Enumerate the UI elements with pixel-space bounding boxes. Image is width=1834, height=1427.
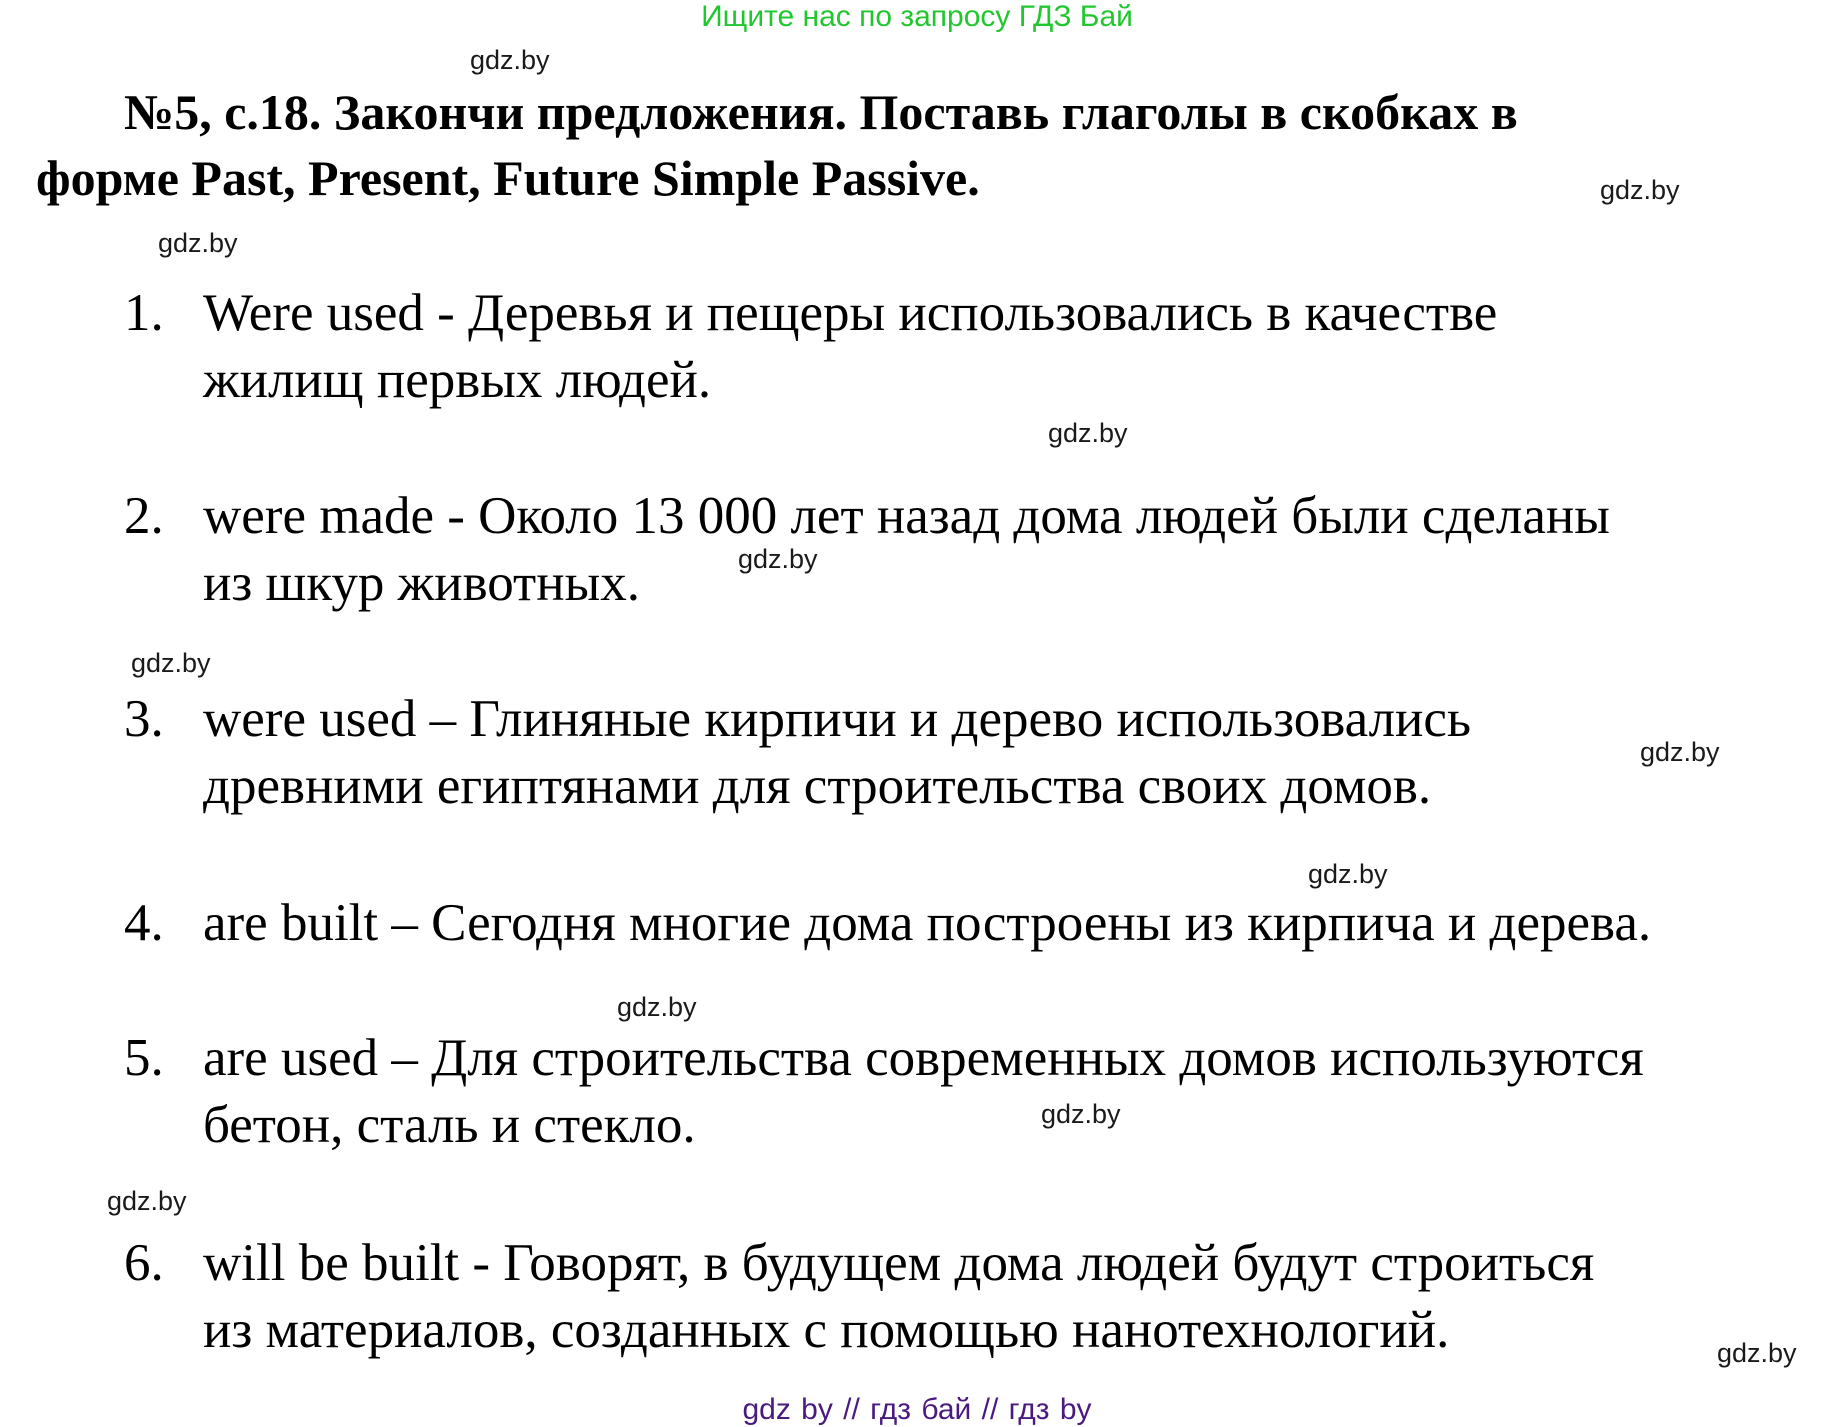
watermark: gdz.by <box>617 992 697 1022</box>
list-item-text: were used – Глиняные кирпичи и дерево использовались <box>203 690 1472 748</box>
list-item-text: Were used - Деревья и пещеры использовались в качестве <box>203 284 1498 342</box>
list-item-number: 4. <box>124 894 164 952</box>
list-item-number: 6. <box>124 1234 164 1292</box>
watermark: gdz.by <box>470 45 550 75</box>
list-item-text: will be built - Говорят, в будущем дома людей будут строиться <box>203 1234 1595 1292</box>
watermark: gdz.by <box>738 544 818 574</box>
watermark: gdz.by <box>1600 175 1680 205</box>
list-item-text: are used – Для строительства современных домов используются <box>203 1029 1644 1087</box>
watermark: gdz.by <box>1308 859 1388 889</box>
watermark: gdz.by <box>1640 737 1720 767</box>
list-item-text: were made - Около 13 000 лет назад дома людей были сделаны <box>203 487 1610 545</box>
watermark: gdz.by <box>1041 1099 1121 1129</box>
watermark: gdz.by <box>131 648 211 678</box>
footer-watermark: gdz by // гдз бай // гдз by <box>742 1393 1092 1426</box>
list-item-number: 3. <box>124 690 164 748</box>
exercise-title-line-1: №5, с.18. Закончи предложения. Поставь глаголы в скобках в <box>124 84 1518 140</box>
watermark: gdz.by <box>158 228 238 258</box>
watermark: gdz.by <box>107 1186 187 1216</box>
list-item-text: жилищ первых людей. <box>203 351 712 409</box>
search-banner: Ищите нас по запросу ГДЗ Бай <box>701 0 1133 33</box>
watermark: gdz.by <box>1717 1338 1797 1368</box>
list-item-text: бетон, сталь и стекло. <box>203 1096 696 1154</box>
exercise-title-line-2: форме Past, Present, Future Simple Passive. <box>36 150 980 206</box>
list-item-text: из шкур животных. <box>203 554 640 612</box>
list-item-text: древними египтянами для строительства своих домов. <box>203 757 1432 815</box>
list-item-number: 5. <box>124 1029 164 1087</box>
list-item-number: 1. <box>124 284 164 342</box>
list-item-number: 2. <box>124 487 164 545</box>
list-item-text: из материалов, созданных с помощью нанотехнологий. <box>203 1301 1450 1359</box>
watermark: gdz.by <box>1048 418 1128 448</box>
list-item-text: are built – Сегодня многие дома построены из кирпича и дерева. <box>203 894 1652 952</box>
